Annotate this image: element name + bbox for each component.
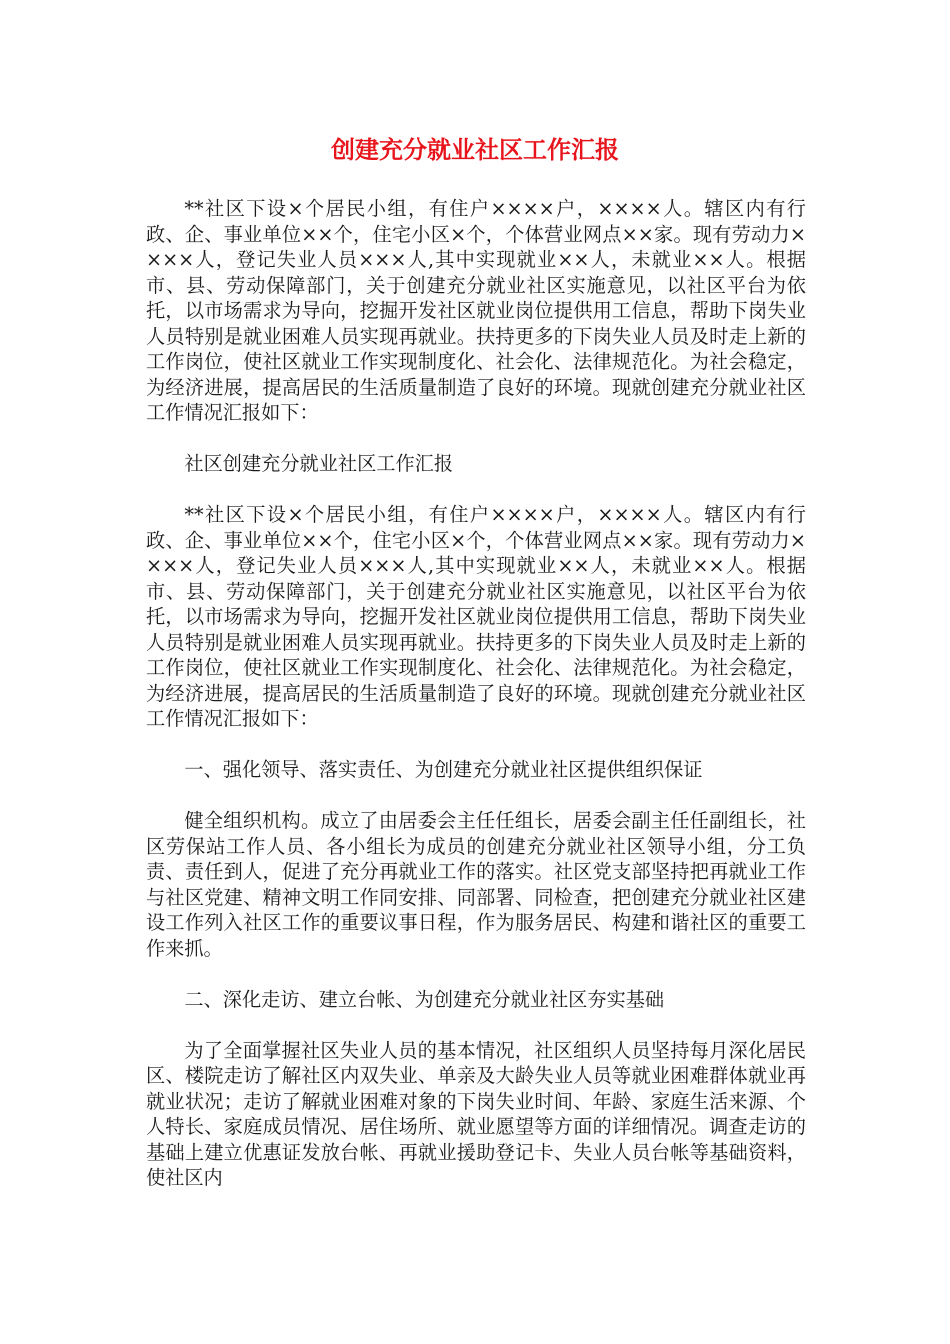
document-body <box>146 196 806 1216</box>
document-title: 创建充分就业社区工作汇报 <box>331 136 619 164</box>
paragraph-section-2: 为了全面掌握社区失业人员的基本情况，社区组织人员坚持每月深化居民区、楼院走访了解社区内双失业、单亲及大龄失业人员等就业困难群体就业再就业状况；走访了解就业困难对象的下岗失业时间、年龄、家庭生活来源、个人特长、家庭成员情况、居住场所、就业愿望等方面的详细情况。调查走访的基础上建立优惠证发放台帐、再就业援助登记卡、失业人员台帐等基础资料，使社区内 <box>146 1038 806 1189</box>
section-heading-2: 二、深化走访、建立台帐、为创建充分就业社区夯实基础 <box>184 987 665 1011</box>
section-heading-1: 一、强化领导、落实责任、为创建充分就业社区提供组织保证 <box>184 758 703 781</box>
paragraph-subtitle: 社区创建充分就业社区工作汇报 <box>184 452 454 475</box>
paragraph-intro-repeat: **社区下设×个居民小组，有住户××××户，××××人。辖区内有行政、企、事业单位××个，住宅小区×个，个体营业网点××家。现有劳动力××××人，登记失业人员×××人,其中实现就业××人，未就业××人。根据市、县、劳动保障部门，关于创建充分就业社区实施意见，以社区平台为依托，以市场需求为导向，挖掘开发社区就业岗位提供用工信息，帮助下岗失业人员特别是就业困难人员实现再就业。扶持更多的下岗失业人员及时走上新的工作岗位，使社区就业工作实现制度化、社会化、法律规范化。为社会稳定，为经济进展，提高居民的生活质量制造了良好的环境。现就创建充分就业社区工作情况汇报如下： <box>146 503 806 730</box>
paragraph-intro: **社区下设×个居民小组，有住户××××户，××××人。辖区内有行政、企、事业单位××个，住宅小区×个，个体营业网点××家。现有劳动力××××人，登记失业人员×××人,其中实现就业××人，未就业××人。根据市、县、劳动保障部门，关于创建充分就业社区实施意见，以社区平台为依托，以市场需求为导向，挖掘开发社区就业岗位提供用工信息，帮助下岗失业人员特别是就业困难人员实现再就业。扶持更多的下岗失业人员及时走上新的工作岗位，使社区就业工作实现制度化、社会化、法律规范化。为社会稳定，为经济进展，提高居民的生活质量制造了良好的环境。现就创建充分就业社区工作情况汇报如下： <box>146 197 806 424</box>
paragraph-section-1: 健全组织机构。成立了由居委会主任任组长，居委会副主任任副组长，社区劳保站工作人员、各小组长为成员的创建充分就业社区领导小组，分工负责、责任到人，促进了充分再就业工作的落实。社区党支部坚持把再就业工作与社区党建、精神文明工作同安排、同部署、同检查，把创建充分就业社区建设工作列入社区工作的重要议事日程，作为服务居民、构建和谐社区的重要工作来抓。 <box>146 809 806 960</box>
